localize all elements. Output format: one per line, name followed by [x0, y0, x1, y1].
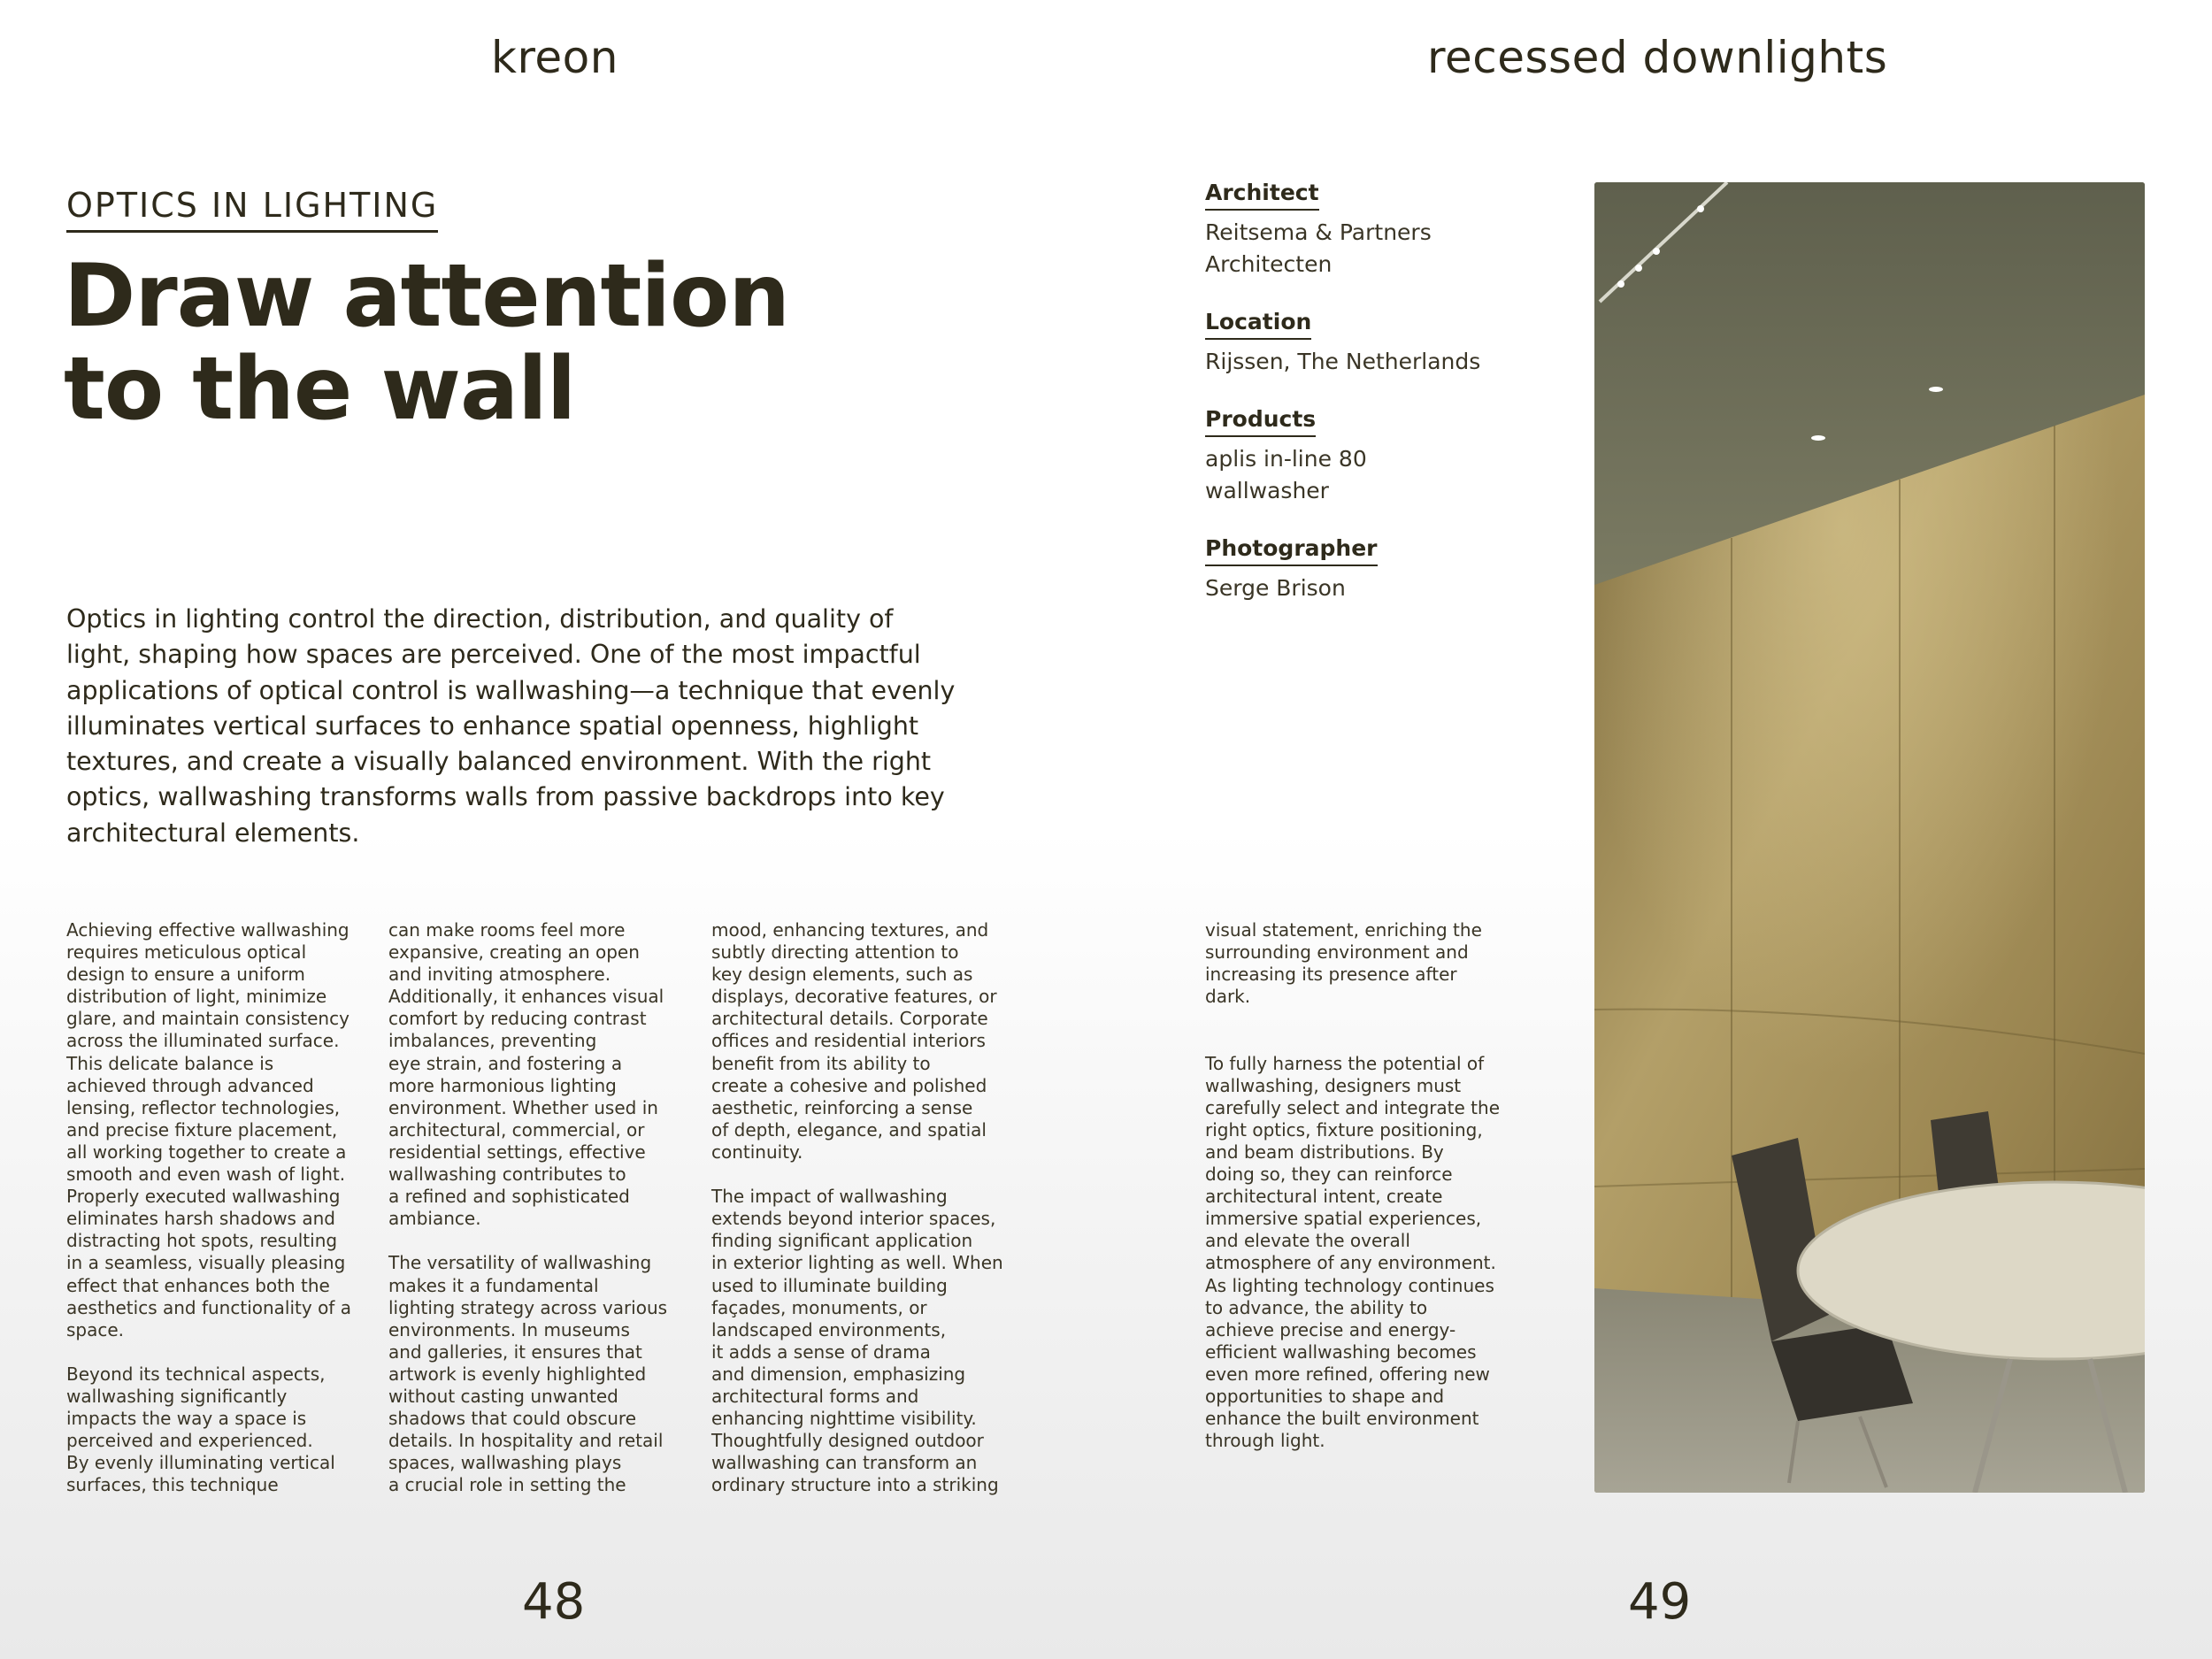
body-text-line: Thoughtfully designed outdoor: [711, 1430, 984, 1452]
body-text-line: design to ensure a uniform: [66, 964, 305, 986]
lead-paragraph: [66, 602, 1031, 851]
body-column-2: [388, 919, 667, 1496]
body-text-line: wallwashing significantly: [66, 1385, 288, 1407]
body-text-line: distribution of light, minimize: [66, 986, 327, 1008]
body-text-line: enhancing nighttime visibility.: [711, 1408, 977, 1430]
body-text-line: comfort by reducing contrast: [388, 1008, 647, 1030]
body-text-line: eye strain, and fostering a: [388, 1052, 623, 1074]
body-text-line: effect that enhances both the: [66, 1274, 330, 1296]
body-text-line: environment. Whether used in: [388, 1096, 658, 1118]
body-text-line: can make rooms feel more: [388, 919, 626, 941]
body-text-line: requires meticulous optical: [66, 941, 307, 964]
credit-label-location: Location: [1205, 309, 1311, 340]
headline-line-1: Draw attention: [64, 246, 790, 347]
credit-value-products: [1205, 443, 1586, 507]
body-text-line: ambiance.: [388, 1208, 481, 1230]
body-text-line: aesthetic, reinforcing a sense: [711, 1096, 973, 1118]
body-text-line: achieved through advanced: [66, 1074, 314, 1096]
credit-label-photographer: Photographer: [1205, 535, 1378, 566]
body-text-line: achieve precise and energy-: [1205, 1318, 1456, 1340]
body-text-line: dark.: [1205, 986, 1251, 1008]
body-text-line: artwork is evenly highlighted: [388, 1363, 647, 1385]
body-text-line: across the illuminated surface.: [66, 1030, 340, 1052]
body-text-line: offices and residential interiors: [711, 1030, 986, 1052]
body-text-line: and elevate the overall: [1205, 1230, 1410, 1252]
credit-label-products: Products: [1205, 406, 1316, 437]
body-text-line: of depth, elegance, and spatial: [711, 1118, 987, 1141]
body-text-line: wallwashing contributes to: [388, 1164, 626, 1186]
body-text-line: glare, and maintain consistency: [66, 1008, 349, 1030]
lead-line: optics, wallwashing transforms walls from passive backdrops into key: [66, 782, 945, 812]
body-text-line: architectural, commercial, or: [388, 1118, 645, 1141]
body-text-line: atmosphere of any environment.: [1205, 1252, 1496, 1274]
paragraph-gap: [388, 1230, 667, 1252]
body-text-line: used to illuminate building: [711, 1274, 948, 1296]
body-text-line: benefit from its ability to: [711, 1052, 931, 1074]
lead-line: light, shaping how spaces are perceived. One of the most impactful: [66, 640, 921, 670]
body-text-line: Additionally, it enhances visual: [388, 986, 664, 1008]
body-text-line: Beyond its technical aspects,: [66, 1363, 326, 1385]
body-text-line: in a seamless, visually pleasing: [66, 1252, 346, 1274]
lead-line: textures, and create a visually balanced environment. With the right: [66, 747, 932, 777]
body-text-line: create a cohesive and polished: [711, 1074, 987, 1096]
project-credits: [1205, 180, 1586, 633]
body-text-line: makes it a fundamental: [388, 1274, 599, 1296]
meeting-room-illustration: [1594, 182, 2145, 1493]
body-text-line: immersive spatial experiences,: [1205, 1208, 1482, 1230]
body-text-line: doing so, they can reinforce: [1205, 1164, 1453, 1186]
credit-label-architect: Architect: [1205, 180, 1319, 211]
body-column-4: [1205, 919, 1500, 1452]
body-text-line: a crucial role in setting the: [388, 1474, 626, 1496]
body-text-line: opportunities to shape and: [1205, 1385, 1445, 1407]
body-text-line: displays, decorative features, or: [711, 986, 997, 1008]
paragraph-gap: [1205, 1030, 1500, 1052]
body-text-line: enhance the built environment: [1205, 1408, 1479, 1430]
body-text-line: eliminates harsh shadows and: [66, 1208, 335, 1230]
brand-logo-text: kreon: [491, 32, 618, 83]
paragraph-gap: [711, 1164, 1003, 1186]
body-text-line: aesthetics and functionality of a: [66, 1296, 351, 1318]
body-text-line: and galleries, it ensures that: [388, 1340, 642, 1363]
credit-line: Rijssen, The Netherlands: [1205, 349, 1481, 374]
body-text-line: landscaped environments,: [711, 1318, 947, 1340]
body-text-line: through light.: [1205, 1430, 1325, 1452]
body-text-line: surrounding environment and: [1205, 941, 1469, 964]
body-text-line: continuity.: [711, 1141, 803, 1163]
credit-value-photographer: [1205, 572, 1586, 604]
body-text-line: extends beyond interior spaces,: [711, 1208, 996, 1230]
body-text-line: The versatility of wallwashing: [388, 1252, 652, 1274]
body-text-line: façades, monuments, or: [711, 1296, 927, 1318]
body-text-line: By evenly illuminating vertical: [66, 1452, 335, 1474]
body-text-line: residential settings, effective: [388, 1141, 646, 1163]
body-text-line: expansive, creating an open: [388, 941, 640, 964]
body-text-line: spaces, wallwashing plays: [388, 1452, 622, 1474]
body-column-3: [711, 919, 1003, 1496]
body-text-line: impacts the way a space is: [66, 1408, 307, 1430]
body-text-line: efficient wallwashing becomes: [1205, 1340, 1477, 1363]
credit-products: [1205, 406, 1586, 507]
headline-line-2: to the wall: [64, 339, 576, 440]
headline: [64, 246, 949, 440]
credit-value-architect: [1205, 217, 1586, 280]
body-text-line: lensing, reflector technologies,: [66, 1096, 341, 1118]
body-text-line: To fully harness the potential of: [1205, 1052, 1485, 1074]
body-text-line: and beam distributions. By: [1205, 1141, 1444, 1163]
body-text-line: without casting unwanted: [388, 1385, 618, 1407]
credit-value-location: [1205, 346, 1586, 378]
body-text-line: architectural details. Corporate: [711, 1008, 988, 1030]
credit-line: Serge Brison: [1205, 575, 1346, 601]
page-number-left: 48: [522, 1573, 586, 1631]
body-text-line: key design elements, such as: [711, 964, 973, 986]
body-text-line: Properly executed wallwashing: [66, 1186, 341, 1208]
body-text-line: details. In hospitality and retail: [388, 1430, 664, 1452]
body-text-line: architectural intent, create: [1205, 1186, 1443, 1208]
credit-line: aplis in-line 80: [1205, 446, 1367, 472]
credit-line: Architecten: [1205, 251, 1333, 277]
project-photo: [1594, 182, 2145, 1493]
body-text-line: right optics, fixture positioning,: [1205, 1118, 1483, 1141]
body-text-line: and dimension, emphasizing: [711, 1363, 966, 1385]
body-text-line: increasing its presence after: [1205, 964, 1457, 986]
credit-line: wallwasher: [1205, 478, 1329, 503]
body-text-line: carefully select and integrate the: [1205, 1096, 1501, 1118]
body-text-line: even more refined, offering new: [1205, 1363, 1490, 1385]
credit-photographer: [1205, 535, 1586, 604]
body-text-line: wallwashing can transform an: [711, 1452, 978, 1474]
body-text-line: space.: [66, 1318, 125, 1340]
body-text-line: Achieving effective wallwashing: [66, 919, 349, 941]
body-text-line: more harmonious lighting: [388, 1074, 617, 1096]
body-text-line: imbalances, preventing: [388, 1030, 597, 1052]
credit-architect: [1205, 180, 1586, 280]
paragraph-gap: [1205, 1008, 1500, 1030]
lead-line: architectural elements.: [66, 818, 360, 848]
body-text-line: subtly directing attention to: [711, 941, 959, 964]
lead-line: illuminates vertical surfaces to enhance spatial openness, highlight: [66, 710, 919, 741]
body-text-line: visual statement, enriching the: [1205, 919, 1482, 941]
body-column-1: [66, 919, 351, 1496]
page-number-right: 49: [1628, 1573, 1692, 1631]
body-text-line: wallwashing, designers must: [1205, 1074, 1462, 1096]
body-text-line: shadows that could obscure: [388, 1408, 637, 1430]
body-text-line: a refined and sophisticated: [388, 1186, 630, 1208]
body-text-line: all working together to create a: [66, 1141, 347, 1163]
body-text-line: distracting hot spots, resulting: [66, 1230, 338, 1252]
body-text-line: environments. In museums: [388, 1318, 630, 1340]
body-text-line: The impact of wallwashing: [711, 1186, 948, 1208]
paragraph-gap: [66, 1341, 351, 1363]
credit-line: Reitsema & Partners: [1205, 219, 1432, 245]
body-text-line: finding significant application: [711, 1230, 973, 1252]
body-text-line: and inviting atmosphere.: [388, 964, 611, 986]
body-text-line: As lighting technology continues: [1205, 1274, 1494, 1296]
lead-line: applications of optical control is wallwashing—a technique that evenly: [66, 675, 956, 705]
body-text-line: architectural forms and: [711, 1385, 919, 1407]
lead-line: Optics in lighting control the direction, distribution, and quality of: [66, 604, 894, 634]
body-text-line: to advance, the ability to: [1205, 1296, 1428, 1318]
section-label: OPTICS IN LIGHTING: [66, 186, 438, 233]
body-text-line: lighting strategy across various: [388, 1296, 668, 1318]
credit-location: [1205, 309, 1586, 378]
body-text-line: smooth and even wash of light.: [66, 1164, 346, 1186]
body-text-line: perceived and experienced.: [66, 1430, 313, 1452]
body-text-line: mood, enhancing textures, and: [711, 919, 989, 941]
body-text-line: surfaces, this technique: [66, 1474, 279, 1496]
body-text-line: This delicate balance is: [66, 1052, 274, 1074]
body-text-line: ordinary structure into a striking: [711, 1474, 999, 1496]
category-title: recessed downlights: [1427, 32, 1888, 83]
body-text-line: it adds a sense of drama: [711, 1340, 931, 1363]
body-text-line: and precise fixture placement,: [66, 1118, 338, 1141]
body-text-line: in exterior lighting as well. When: [711, 1252, 1003, 1274]
